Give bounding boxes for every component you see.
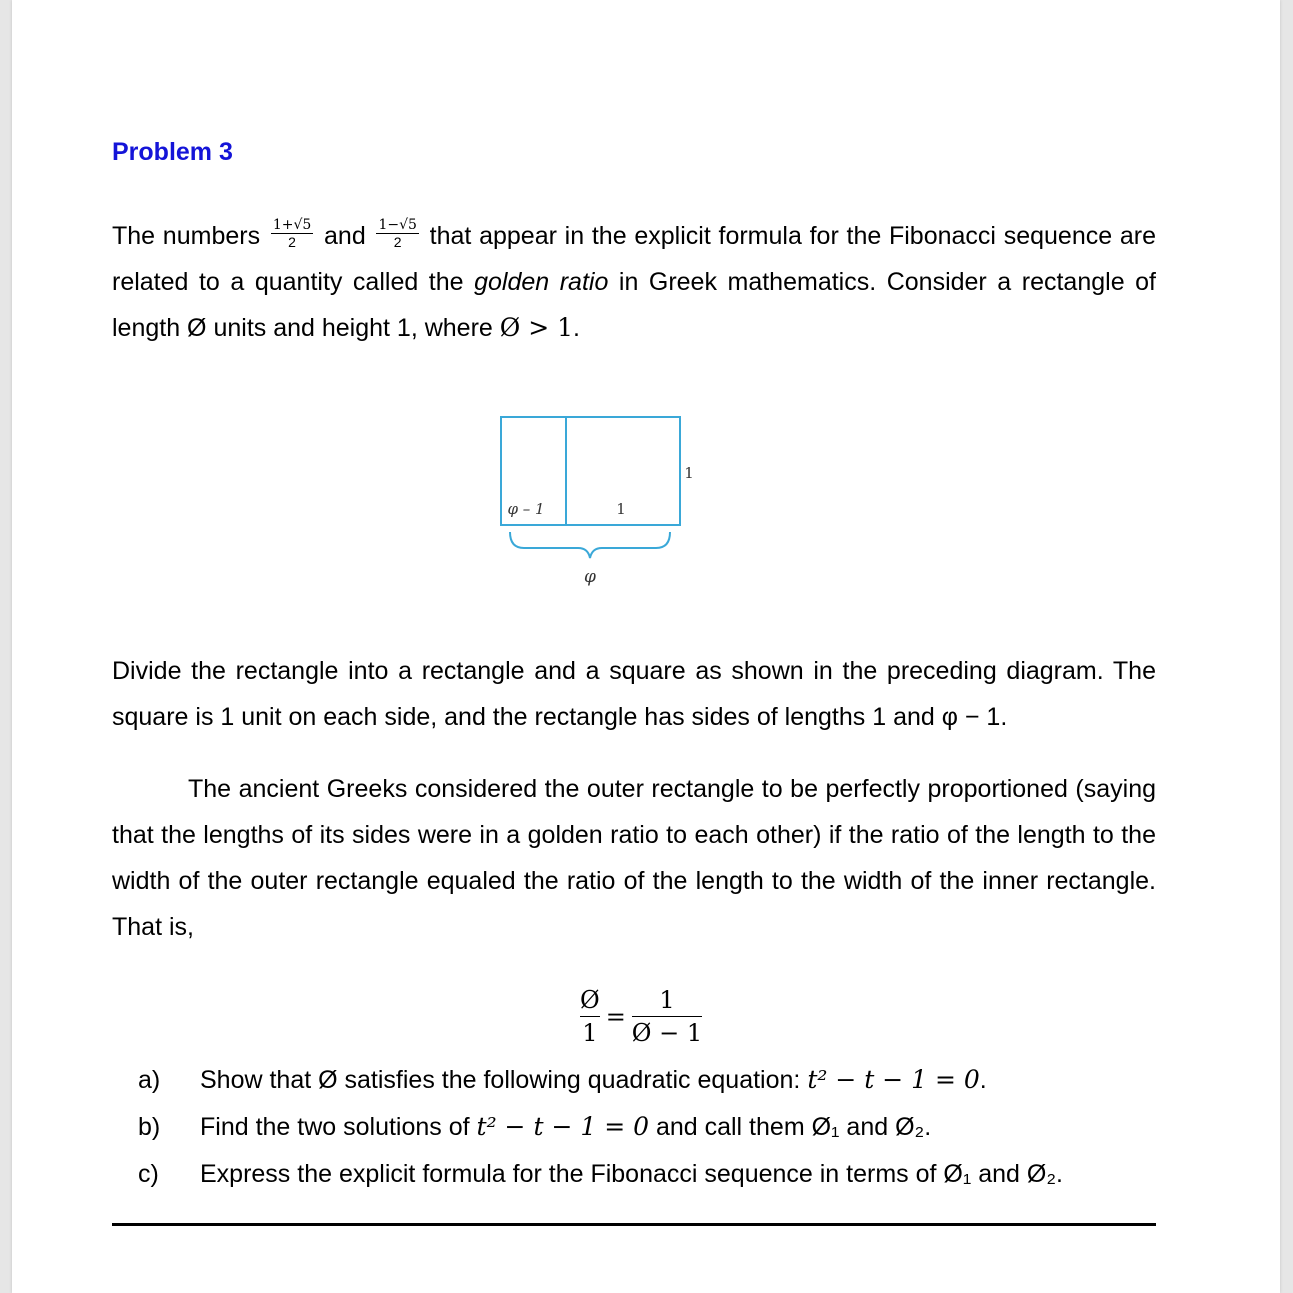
inner-rectangle-label: φ – 1 xyxy=(507,500,545,518)
list-item xyxy=(112,1152,1172,1199)
intro-text-a: The numbers xyxy=(112,222,268,250)
list-item xyxy=(112,1058,1172,1105)
list-item xyxy=(112,1105,1172,1152)
bottom-rule xyxy=(112,1223,1156,1226)
item-math: t² − t − 1 = 0 xyxy=(807,1065,980,1094)
divide-paragraph: Divide the rectangle into a rectangle and a square as shown in the preceding diagram. The square is 1 unit on each side, and the rectangle has sides of lengths 1 and φ − 1. xyxy=(112,657,1156,731)
brace-shape xyxy=(510,532,670,558)
rhs-denominator: Ø − 1 xyxy=(631,1019,703,1047)
item-text-pre: Find the two solutions of xyxy=(200,1113,477,1141)
greeks-paragraph xyxy=(112,766,1156,950)
intro-text-b: and xyxy=(316,222,374,250)
fraction-plus xyxy=(271,217,313,250)
item-text xyxy=(200,1058,987,1102)
problem-title: Problem 3 xyxy=(112,138,233,166)
fraction-plus-numerator: 1+√5 xyxy=(272,216,312,233)
item-text xyxy=(200,1152,1063,1196)
golden-rectangle-diagram xyxy=(488,400,718,600)
ratio-equation xyxy=(580,984,702,1049)
greeks-text: The ancient Greeks considered the outer rectangle to be perfectly proportioned (saying that the lengths of its sides were in a golden ratio to each other) if the ratio of the length to the width of the outer rectangle equaled the ratio of the length to the width of the inner rectangle. That is, xyxy=(112,775,1156,941)
item-text xyxy=(200,1105,931,1149)
intro-text-d: in Greek mathematics. Consider a rectangle of length Ø units and height 1, where xyxy=(112,268,1156,342)
fraction-minus xyxy=(376,217,418,250)
item-label: c) xyxy=(138,1160,159,1188)
item-text-post: . xyxy=(979,1066,987,1094)
height-label: 1 xyxy=(684,464,694,482)
item-text-pre: Express the explicit formula for the Fibonacci sequence in terms of Ø₁ and Ø₂. xyxy=(200,1160,1063,1188)
inequality: Ø > 1 xyxy=(499,313,574,342)
rhs-numerator: 1 xyxy=(632,984,702,1017)
item-text-post: and call them Ø₁ and Ø₂. xyxy=(649,1113,932,1141)
lhs-numerator: Ø xyxy=(580,984,600,1017)
item-text-pre: Show that Ø satisfies the following quadratic equation: xyxy=(200,1066,808,1094)
intro-paragraph xyxy=(112,213,1156,351)
intro-text-c: that appear in the explicit formula for the Fibonacci sequence are related to a quantity called the xyxy=(112,222,1156,296)
fraction-minus-denominator: 2 xyxy=(393,233,402,250)
item-math: t² − t − 1 = 0 xyxy=(476,1112,649,1141)
square-label: 1 xyxy=(616,500,626,518)
fraction-plus-denominator: 2 xyxy=(288,233,296,250)
brace-label: φ xyxy=(584,567,596,587)
golden-ratio-term: golden ratio xyxy=(474,268,609,296)
item-label: a) xyxy=(138,1066,161,1094)
lhs-fraction xyxy=(580,984,600,1049)
lhs-denominator: 1 xyxy=(582,1019,598,1047)
intro-text-e: . xyxy=(573,314,580,342)
item-label: b) xyxy=(138,1113,161,1141)
question-list xyxy=(112,1058,1172,1199)
equals-sign: = xyxy=(605,1002,626,1031)
rhs-fraction xyxy=(632,984,702,1049)
fraction-minus-numerator: 1−√5 xyxy=(378,216,417,233)
